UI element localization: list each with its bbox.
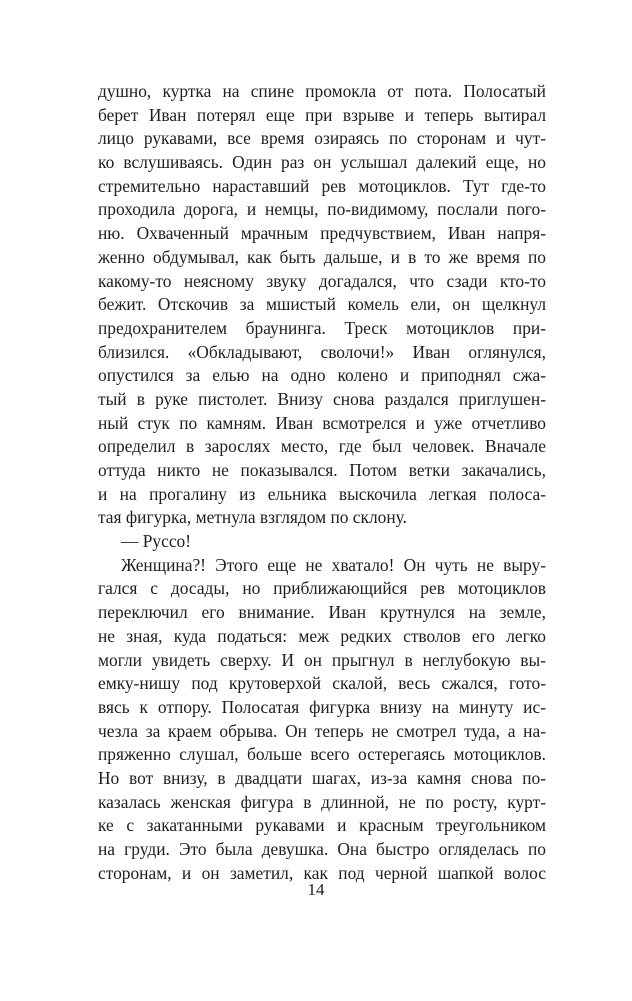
text-line: Женщина?! Этого еще не хватало! Он чуть не выру-	[121, 554, 546, 575]
text-line: опустился за елью на одно колено и приподнял сжа-	[98, 365, 546, 386]
text-line: ню. Охваченный мрачным предчувствием, Иван напря-	[98, 223, 546, 244]
text-line: казалась женская фигура в длинной, не по росту, курт-	[98, 791, 546, 812]
text-line: могли увидеть сверху. И он прыгнул в неглубокую вы-	[98, 649, 546, 670]
text-line: женно обдумывал, как быть дальше, и в то же время по	[98, 246, 546, 267]
text-line: Но вот внизу, в двадцати шагах, из-за камня снова по-	[98, 767, 546, 788]
text-line: ный стук по камням. Иван всмотрелся и уже отчетливо	[98, 412, 546, 433]
text-line: вясь к отпору. Полосатая фигурка внизу на минуту ис-	[98, 696, 546, 717]
text-line: на груди. Это была девушка. Она быстро огляделась по	[98, 839, 546, 859]
text-line: душно, куртка на спине промокла от пота. Полосатый	[98, 81, 546, 101]
dialogue-line: — Руссо!	[121, 531, 192, 552]
text-line: определил в зарослях место, где был человек. Вначале	[98, 436, 546, 457]
text-line: ко вслушиваясь. Один раз он услышал далекий еще, но	[98, 152, 546, 173]
text-line: и на прогалину из ельника выскочила легкая полоса-	[98, 483, 546, 504]
text-line: пряженно слушал, больше всего остерегаясь мотоциклов.	[98, 744, 546, 765]
text-line: тая фигурка, метнула взглядом по склону.	[98, 507, 407, 528]
text-line: сторонам, и он заметил, как под черной шапкой волос	[98, 862, 546, 883]
text-line: чезла за краем обрыва. Он теперь не смотрел туда, а на-	[98, 720, 546, 741]
text-line: какому-то неясному звуку догадался, что сзади кто-то	[98, 270, 546, 291]
text-line: лицо рукавами, все время озираясь по сторонам и чут-	[98, 128, 546, 149]
text-line: емку-нишу под крутоверхой скалой, весь сжался, гото-	[98, 673, 546, 694]
text-line: берет Иван потерял еще при взрыве и теперь вытирал	[98, 104, 546, 125]
text-line: близился. «Обкладывают, сволочи!» Иван оглянулся,	[98, 341, 546, 362]
text-line: стремительно нараставший рев мотоциклов. Тут где-то	[98, 175, 546, 196]
text-line: переключил его внимание. Иван крутнулся на земле,	[98, 602, 546, 623]
text-line: ке с закатанными рукавами и красным треугольником	[98, 815, 546, 836]
text-line: оттуда никто не показывался. Потом ветки закачались,	[98, 460, 546, 480]
body-text	[98, 80, 546, 885]
text-line: не зная, куда податься: меж редких стволов его легко	[98, 625, 546, 646]
text-line: проходила дорога, и немцы, по-видимому, послали пого-	[98, 199, 546, 220]
text-line: гался с досады, но приближающийся рев мотоциклов	[98, 578, 546, 599]
text-line: тый в руке пистолет. Внизу снова раздался приглушен-	[98, 388, 546, 409]
text-line: бежит. Отскочив за мшистый комель ели, он щелкнул	[98, 294, 546, 315]
text-line: предохранителем браунинга. Треск мотоциклов при-	[98, 317, 546, 338]
page-number: 14	[307, 880, 325, 899]
